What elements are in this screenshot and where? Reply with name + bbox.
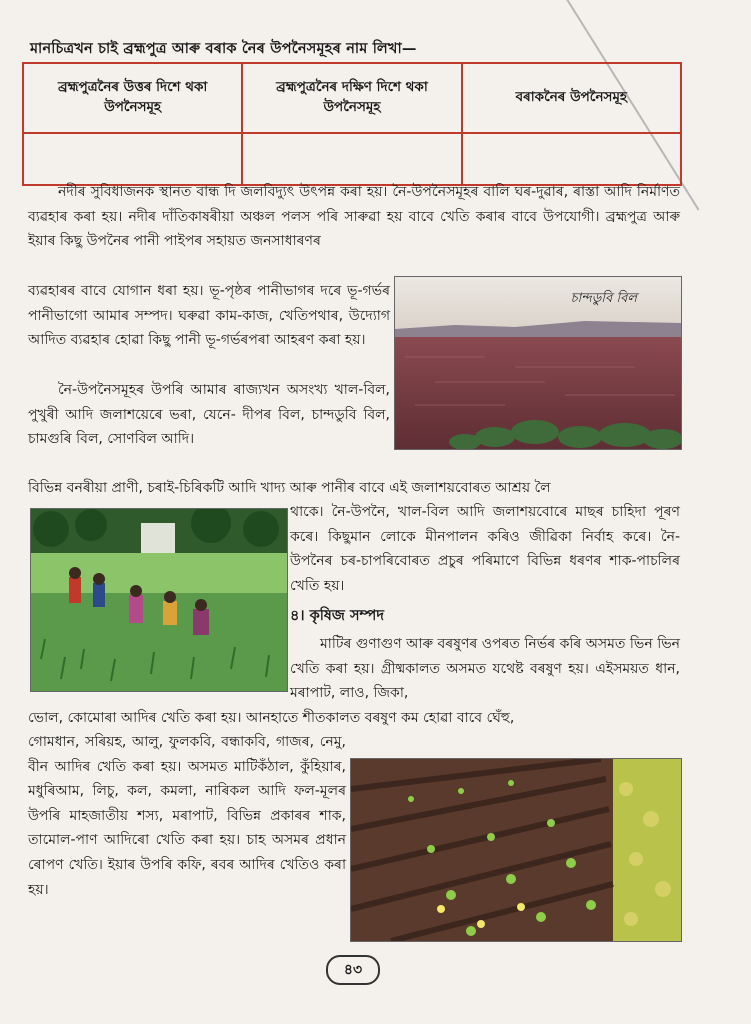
map-instruction: মানচিত্ৰখন চাই ব্ৰহ্মপুত্ৰ আৰু বৰাক নৈৰ উপনৈসমূহৰ নাম লিখা— <box>30 41 417 57</box>
table-cell-answer[interactable] <box>23 133 242 185</box>
paragraph-agriculture <box>290 632 680 706</box>
table-header-north: ব্ৰহ্মপুত্ৰনৈৰ উত্তৰ দিশে থকা উপনৈসমূহ <box>23 63 242 133</box>
paragraph-text: থাকে। নৈ-উপনৈ, খাল-বিল আদি জলাশয়বোৰে মাছৰ চাহিদা পূৰণ কৰে। কিছুমান লোকে মীনপালন কৰিও জীৱিকা নিৰ্বাহ কৰে। নৈ-উপনৈৰ চৰ-চাপৰিবোৰত প্ৰচুৰ পৰিমাণে বিভিন্ন ধৰণৰ শাক-পাচলিৰ খেতি হয়। <box>290 504 680 594</box>
chandubi-beel-photo <box>394 276 682 450</box>
paragraph-winter-crops <box>28 706 680 731</box>
table-cell-answer[interactable] <box>462 133 681 185</box>
paddy-image <box>31 509 287 691</box>
paragraph-text: ভোল, কোমোৰা আদিৰ খেতি কৰা হয়। আনহাতে শীতকালত বৰষুণ কম হোৱা বাবে ঘেঁহু, <box>28 710 515 726</box>
table-header-barak: বৰাকনৈৰ উপনৈসমূহ <box>462 63 681 133</box>
paragraph-groundwater <box>28 279 390 353</box>
paragraph-water-use <box>28 180 680 254</box>
table-header-south: ব্ৰহ্মপুত্ৰনৈৰ দক্ষিণ দিশে থকা উপনৈসমূহ <box>242 63 461 133</box>
paragraph-text: নৈ-উপনৈসমূহৰ উপৰি আমাৰ ৰাজ্যখন অসংখ্য খাল-বিল, পুখুৰী আদি জলাশয়েৰে ভৰা, যেনে- দীপৰ বিল, চান্দডুবি বিল, চামগুৰি বিল, সোণবিল আদি। <box>28 382 390 448</box>
paragraph-text: বিভিন্ন বনৰীয়া প্ৰাণী, চৰাই-চিৰিকটি আদি খাদ্য আৰু পানীৰ বাবে এই জলাশয়বোৰত আশ্ৰয় লৈ <box>28 480 551 496</box>
crop-image <box>351 759 681 941</box>
paragraph-text: নদীৰ সুবিধাজনক স্থানত বান্ধ দি জলবিদ্যুৎ উৎপন্ন কৰা হয়। নৈ-উপনৈসমূহৰ বালি ঘৰ-দুৱাৰ, ৰাস্তা আদি নিৰ্মাণত ব্যৱহাৰ কৰা হয়। নদীৰ দাঁতিকাষৰীয়া অঞ্চল পলস পৰি সাৰুৱা হয় বাবে খেতি কৰাৰ বাবে উপযোগী। ব্ৰহ্মপুত্ৰ আৰু ইয়াৰ কিছু উপনৈৰ পানী পাইপৰ সহায়ত জনসাধাৰণৰ <box>28 184 680 250</box>
table-header-row <box>23 63 681 133</box>
table-answer-row <box>23 133 681 185</box>
table-cell-answer[interactable] <box>242 133 461 185</box>
page-number: ৪৩ <box>326 955 380 985</box>
tributary-table <box>22 62 682 186</box>
paddy-field-photo <box>30 508 288 692</box>
crop-field-photo <box>350 758 682 942</box>
paragraph-wildlife <box>28 476 680 501</box>
photo-caption: চান্দডুবি বিল <box>570 291 637 306</box>
paragraph-text: গোমধান, সৰিয়হ, আলু, ফুলকবি, বন্ধাকবি, গাজৰ, নেমু, বীন আদিৰ খেতি কৰা হয়। অসমত মাটিকঁঠাল, কুঁহিয়াৰ, মধুৰিআম, লিচু, কল, কমলা, নাৰিকল আদি ফল-মূলৰ উপৰি মাহজাতীয় শস্য, মৰাপাট, বিভিন্ন প্ৰকাৰৰ শাক, তামোল-পাণ আদিৰো খেতি কৰা হয়। চাহ অসমৰ প্ৰধান ৰোপণ খেতি। ইয়াৰ উপৰি কফি, ৰবৰ আদিৰ খেতিও কৰা হয়। <box>28 734 346 898</box>
paragraph-wetlands <box>28 378 390 452</box>
paragraph-text: মাটিৰ গুণাগুণ আৰু বৰষুণৰ ওপৰত নিৰ্ভৰ কৰি অসমত ভিন ভিন খেতি কৰা হয়। গ্ৰীষ্মকালত অসমত যথেষ্ট বৰষুণ হয়। এইসময়ত ধান, মৰাপাট, লাও, জিকা, <box>290 636 680 702</box>
paragraph-fruits-crops <box>28 730 346 902</box>
paragraph-fisheries <box>290 500 680 598</box>
paragraph-text: ব্যৱহাৰৰ বাবে যোগান ধৰা হয়। ভূ-পৃষ্ঠৰ পানীভাগৰ দৰে ভূ-গৰ্ভৰ পানীভাগো আমাৰ সম্পদ। ঘৰুৱা কাম-কাজ, খেতিপথাৰ, উদ্যোগ আদিত ব্যৱহাৰ হোৱা কিছু পানী ভূ-গৰ্ভৰপৰা আহৰণ কৰা হয়। <box>28 283 390 349</box>
lake-image <box>395 277 681 449</box>
section-heading-agriculture: ৪। কৃষিজ সম্পদ <box>290 608 384 624</box>
